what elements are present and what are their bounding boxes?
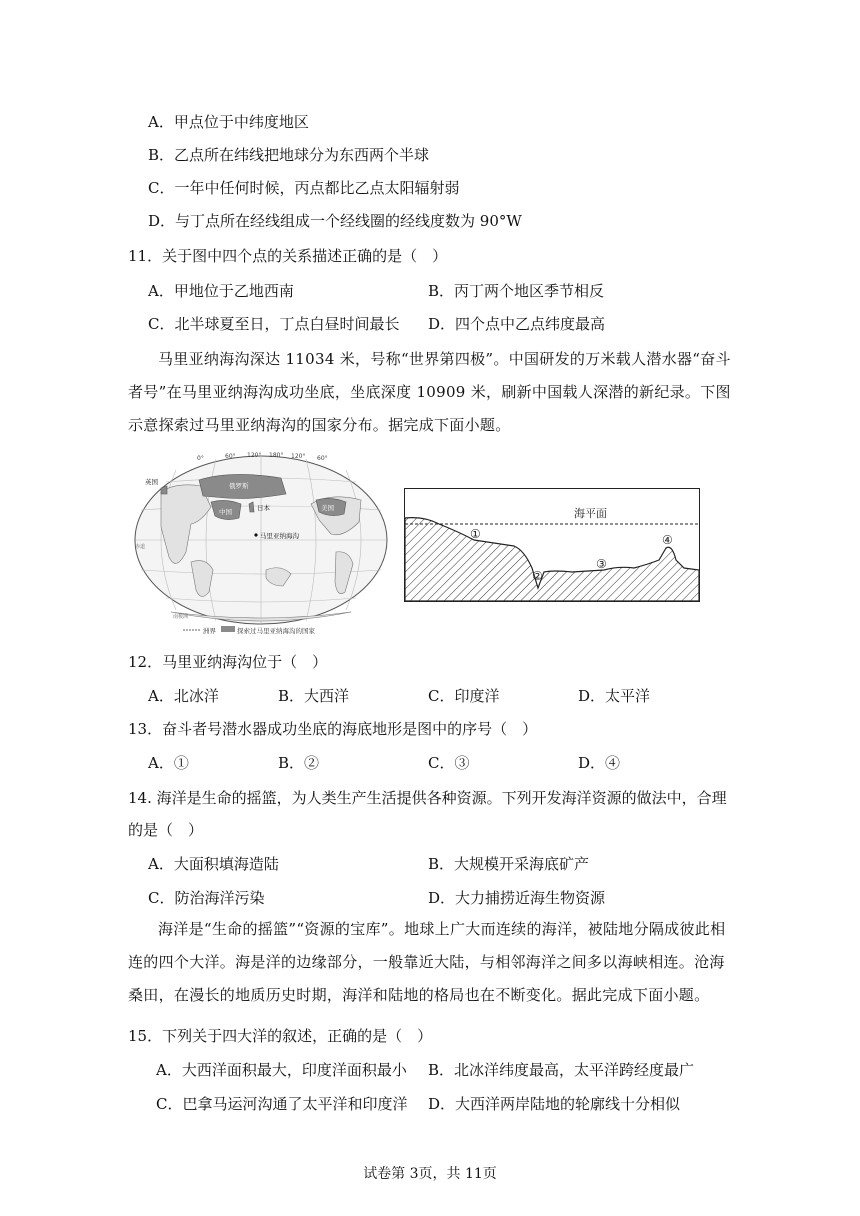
uk-shape [161,486,167,494]
passage-mariana: 马里亚纳海沟深达 11034 米，号称“世界第四极”。中国研发的万米载人潜水器“奋斗者号”在马里亚纳海沟成功坐底，坐底深度 10909 米，刷新中国载人深潜的新纪录。下图示意探索过马里亚纳海沟的国家分布。据完成下面小题。 [128,350,731,434]
q10-option-d: D．与丁点所在经线组成一个经线圈的经线度数为 90°W [148,212,522,230]
q14-stem-line2: 的是（ ） [128,821,204,839]
marker-2: ② [532,569,543,583]
marker-4: ④ [662,533,673,547]
q14-option-a: A．大面积填海造陆 [148,855,279,873]
q13-option-b: B．② [278,754,320,772]
label-equator: 赤道 [135,544,146,550]
legend-boundary-label: 洲界 [203,627,216,635]
label-antarctica: 南极洲 [173,614,189,620]
lon-label-0: 0° [197,455,204,462]
q13-stem: 13．奋斗者号潜水器成功坐底的海底地形是图中的序号（ ） [128,720,538,738]
label-china: 中国 [219,508,232,516]
label-usa: 美国 [321,504,334,512]
q14-stem-line1: 14. 海洋是生命的摇篮，为人类生产生活提供各种资源。下列开发海洋资源的做法中，合理 [128,789,727,807]
q13-option-a: A．① [148,754,189,772]
q12-option-c: C．印度洋 [428,687,500,705]
q11-stem: 11．关于图中四个点的关系描述正确的是（ ） [128,247,448,265]
q12-option-b: B．大西洋 [278,687,350,705]
q10-option-c: C．一年中任何时候，丙点都比乙点太阳辐射弱 [148,179,460,197]
q15-option-b: B．北冰洋纬度最高，太平洋跨经度最广 [428,1061,695,1079]
marker-1: ① [470,527,481,541]
lon-label-4: 120° [291,453,306,460]
legend-explored-swatch [221,626,235,632]
sea-level-label: 海平面 [574,507,607,520]
label-uk: 英国 [145,478,158,486]
q15-option-d: D．大西洋两岸陆地的轮廓线十分相似 [428,1095,681,1113]
q12-stem: 12．马里亚纳海沟位于（ ） [128,653,328,671]
lon-label-1: 60° [225,453,236,460]
page-footer: 试卷第 3页，共 11页 [363,1166,497,1182]
seafloor-profile-figure [404,488,700,602]
world-map-figure [131,452,393,640]
q11-option-b: B．丙丁两个地区季节相反 [428,282,605,300]
q15-option-a: A．大西洋面积最大，印度洋面积最小 [156,1061,407,1079]
japan-shape [249,502,254,512]
q11-option-a: A．甲地位于乙地西南 [148,282,294,300]
q15-option-c: C．巴拿马运河沟通了太平洋和印度洋 [156,1095,408,1113]
legend-explored-label: 探索过马里亚纳海沟的国家 [237,627,315,635]
q12-option-d: D．太平洋 [578,687,651,705]
q15-stem: 15．下列关于四大洋的叙述，正确的是（ ） [128,1027,433,1045]
trench-marker [254,533,257,536]
q11-option-c: C．北半球夏至日，丁点白昼时间最长 [148,315,400,333]
lon-label-2: 120° [247,452,262,459]
q11-option-d: D．四个点中乙点纬度最高 [428,315,606,333]
q13-option-d: D．④ [578,754,621,772]
marker-3: ③ [596,557,607,571]
lon-label-3: 180° [269,452,284,459]
q12-option-a: A．北冰洋 [148,687,219,705]
q10-option-b: B．乙点所在纬线把地球分为东西两个半球 [148,146,430,164]
passage-oceans: 海洋是“生命的摇篮”“资源的宝库”。地球上广大而连续的海洋，被陆地分隔成彼此相连的四个大洋。海是洋的边缘部分，一般靠近大陆，与相邻海洋之间多以海峡相连。沧海桑田，在漫长的地质历史时期，海洋和陆地的格局也在不断变化。据此完成下面小题。 [128,920,726,1004]
label-trench: 马里亚纳海沟 [260,532,299,540]
q14-option-c: C．防治海洋污染 [148,889,265,907]
q10-option-a: A．甲点位于中纬度地区 [148,113,309,131]
lon-label-5: 60° [317,455,328,462]
label-japan: 日本 [257,504,270,512]
label-russia: 俄罗斯 [229,482,249,490]
q14-option-d: D．大力捕捞近海生物资源 [428,889,606,907]
q13-option-c: C．③ [428,754,470,772]
q14-option-b: B．大规模开采海底矿产 [428,855,590,873]
